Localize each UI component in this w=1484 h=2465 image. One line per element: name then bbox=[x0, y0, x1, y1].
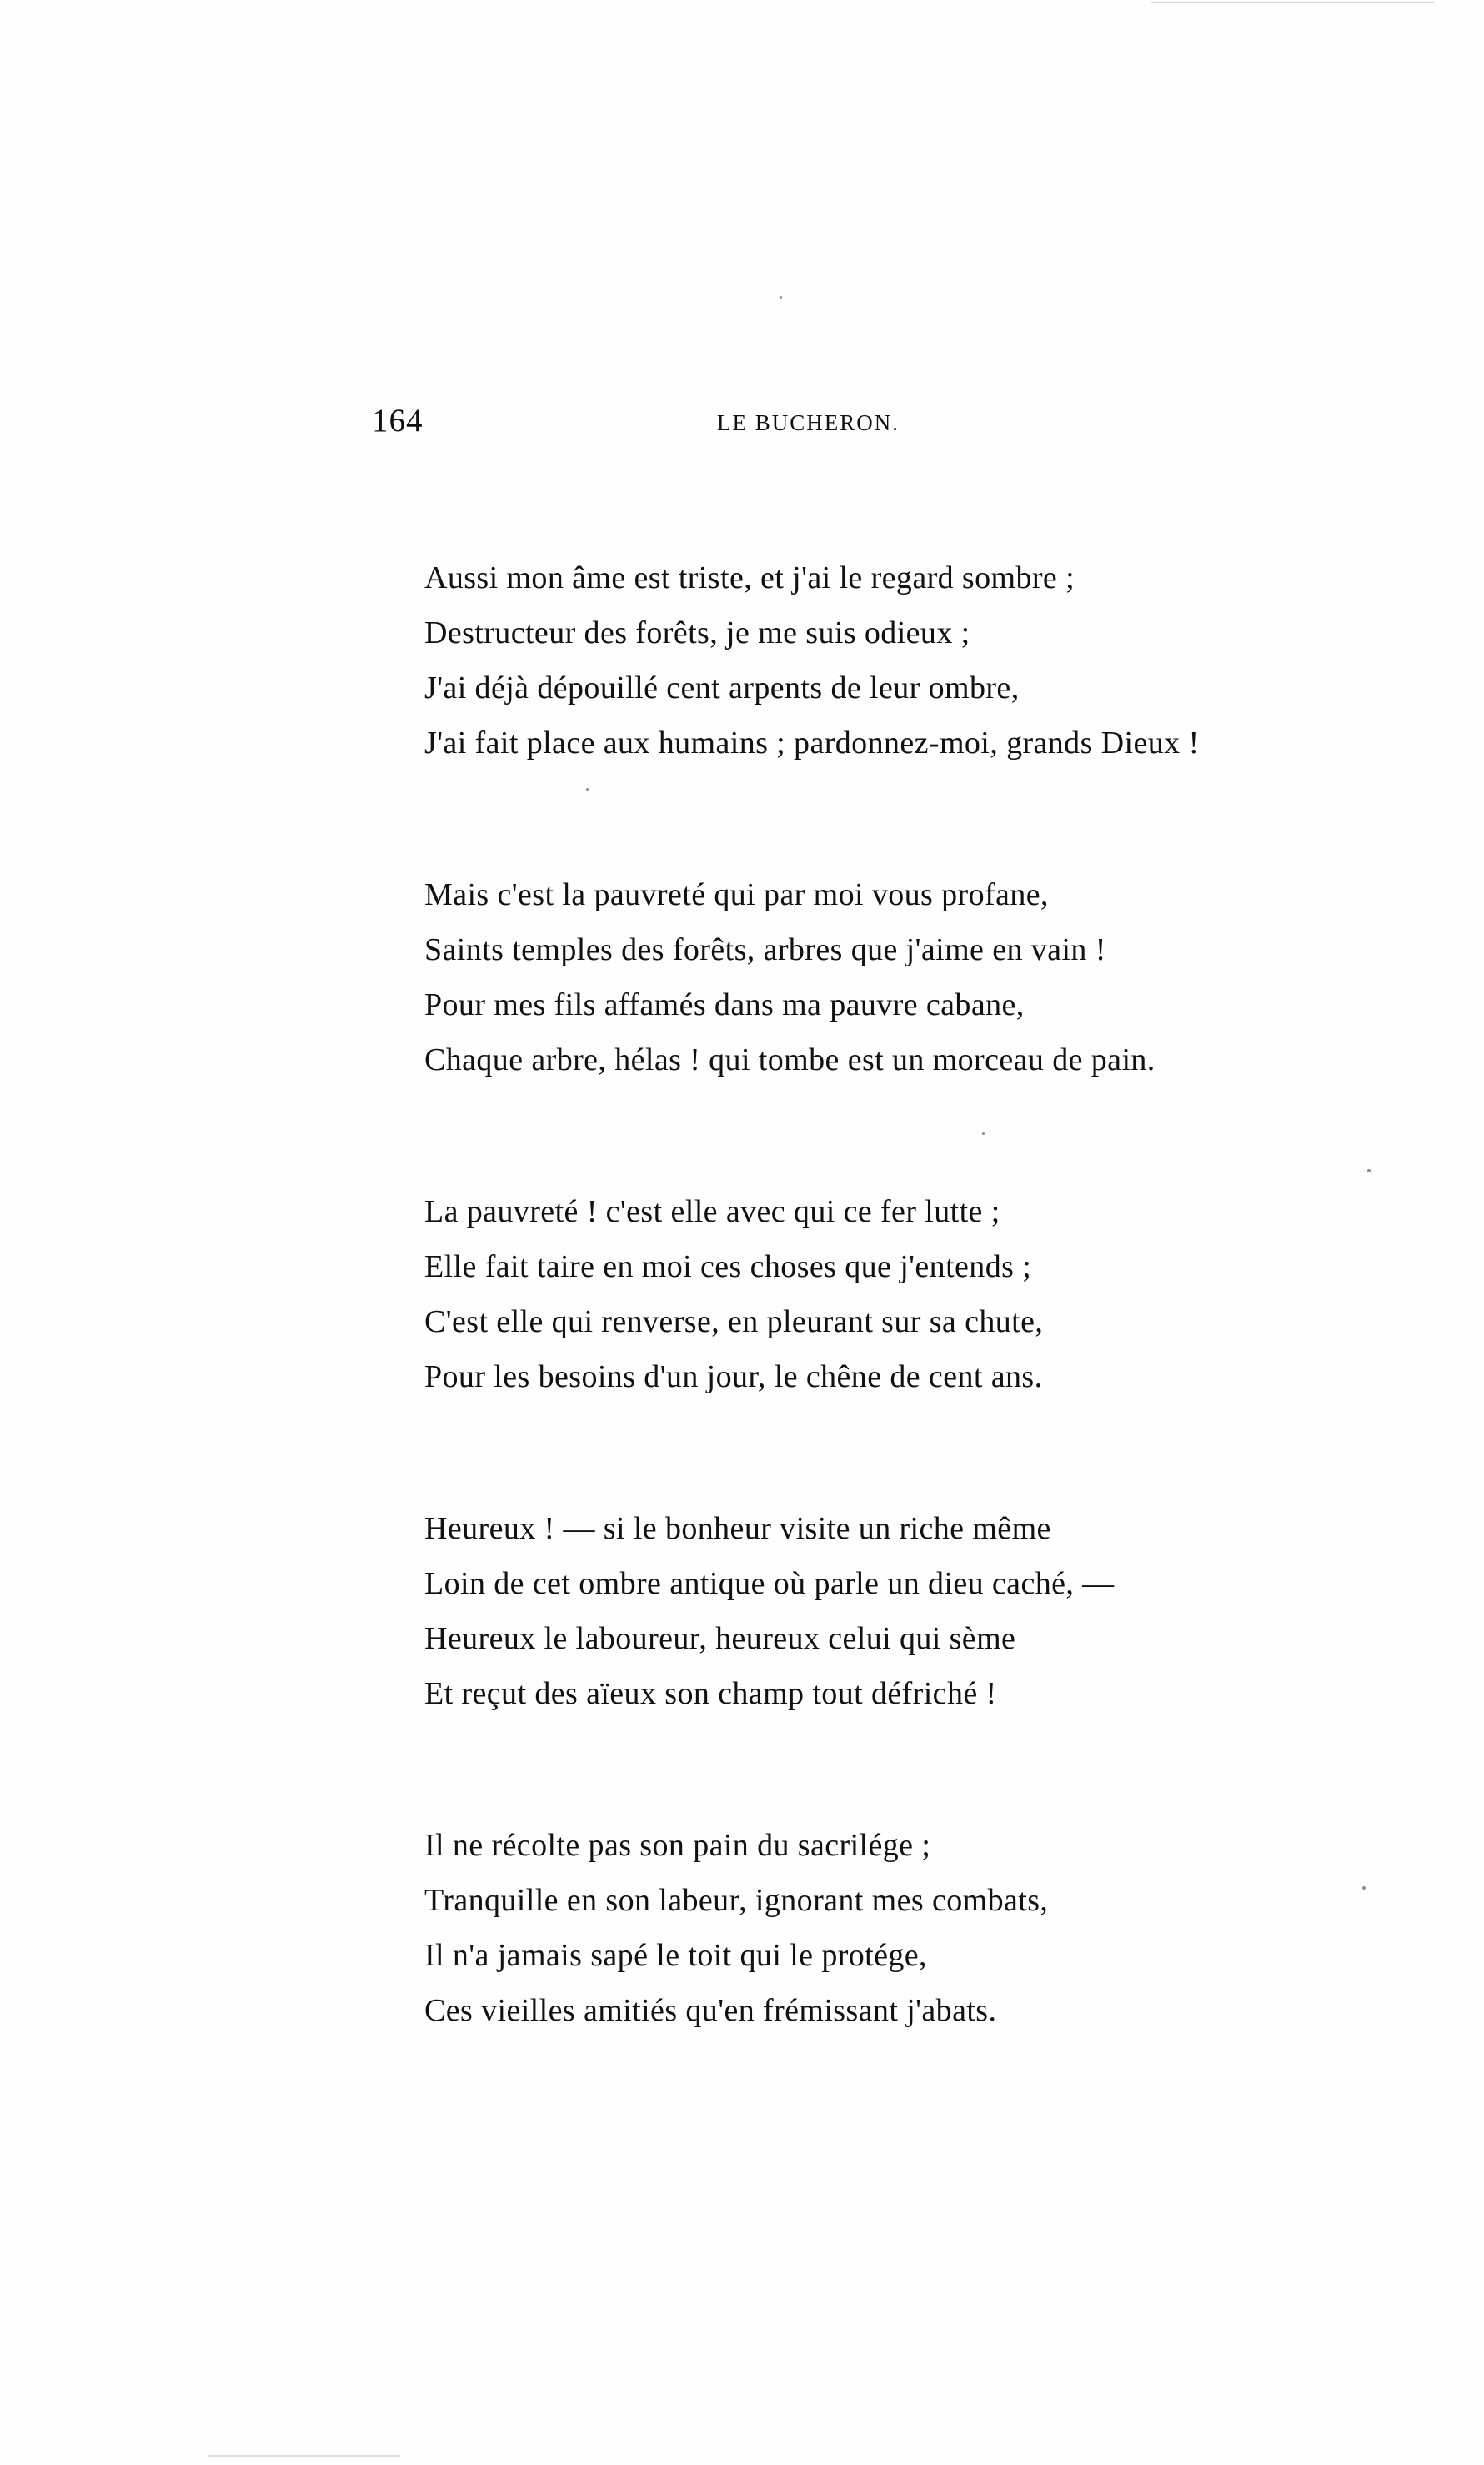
page-header bbox=[372, 400, 1206, 442]
verse-line: Tranquille en son labeur, ignorant mes combats, bbox=[424, 1883, 1049, 1918]
verse-line: Pour les besoins d'un jour, le chêne de cent ans. bbox=[424, 1359, 1043, 1394]
verse-line: Heureux le laboureur, heureux celui qui sème bbox=[424, 1621, 1016, 1656]
verse-line: Et reçut des aïeux son champ tout défriché ! bbox=[424, 1676, 997, 1711]
verse-line: Ces vieilles amitiés qu'en frémissant j'abats. bbox=[424, 1993, 997, 2028]
verse-line: J'ai fait place aux humains ; pardonnez-moi, grands Dieux ! bbox=[424, 725, 1200, 761]
paper-speck bbox=[1367, 1169, 1371, 1172]
verse-line: Loin de cet ombre antique où parle un dieu caché, — bbox=[424, 1566, 1115, 1601]
paper-speck bbox=[780, 296, 782, 299]
verse-line: Heureux ! — si le bonheur visite un riche même bbox=[424, 1511, 1051, 1546]
stanza bbox=[424, 1818, 1300, 2038]
page-number: 164 bbox=[372, 403, 424, 439]
verse-line: Il n'a jamais sapé le toit qui le protége, bbox=[424, 1938, 927, 1973]
paper-speck bbox=[1362, 1886, 1366, 1890]
verse-line: Aussi mon âme est triste, et j'ai le regard sombre ; bbox=[424, 560, 1075, 595]
poem-body bbox=[424, 550, 1300, 2038]
running-title: LE BUCHERON. bbox=[717, 410, 900, 435]
stanza bbox=[424, 550, 1300, 771]
stanza bbox=[424, 1501, 1300, 1721]
verse-line: C'est elle qui renverse, en pleurant sur sa chute, bbox=[424, 1304, 1044, 1339]
verse-line: Chaque arbre, hélas ! qui tombe est un morceau de pain. bbox=[424, 1042, 1156, 1077]
verse-line: Pour mes fils affamés dans ma pauvre cabane, bbox=[424, 987, 1025, 1022]
verse-line: Il ne récolte pas son pain du sacrilége ; bbox=[424, 1828, 931, 1863]
scan-edge-mark-bottom bbox=[208, 2455, 400, 2457]
stanza bbox=[424, 1184, 1300, 1404]
verse-line: La pauvreté ! c'est elle avec qui ce fer lutte ; bbox=[424, 1194, 1000, 1229]
verse-line: Destructeur des forêts, je me suis odieux ; bbox=[424, 615, 970, 650]
verse-line: Elle fait taire en moi ces choses que j'entends ; bbox=[424, 1249, 1032, 1284]
stanza bbox=[424, 867, 1300, 1087]
verse-line: Saints temples des forêts, arbres que j'aime en vain ! bbox=[424, 932, 1106, 967]
verse-line: J'ai déjà dépouillé cent arpents de leur ombre, bbox=[424, 670, 1020, 705]
verse-line: Mais c'est la pauvreté qui par moi vous profane, bbox=[424, 877, 1049, 912]
scan-edge-mark-top bbox=[1151, 2, 1434, 3]
